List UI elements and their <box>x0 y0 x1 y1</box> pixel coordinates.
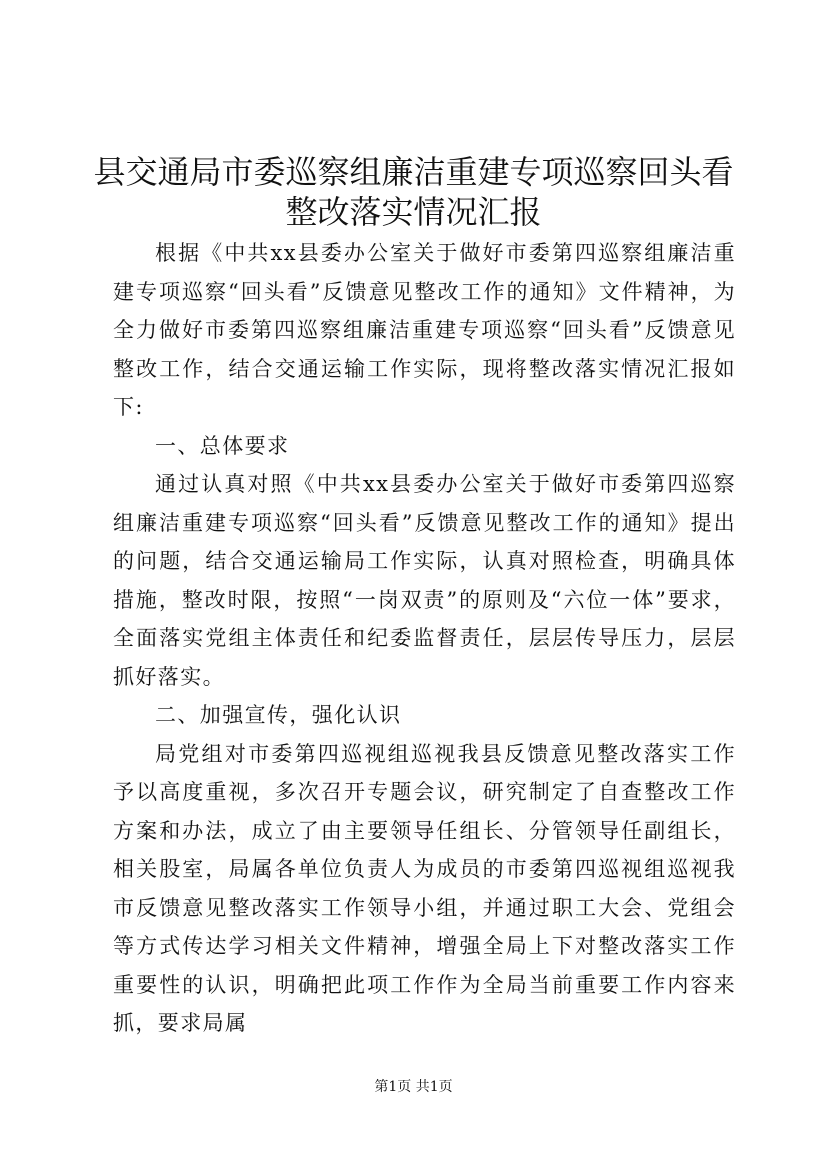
intro-paragraph: 根据《中共xx县委办公室关于做好市委第四巡察组廉洁重建专项巡察“回头看”反馈意见整改工作的通知》文件精神，为全力做好市委第四巡察组廉洁重建专项巡察“回头看”反馈意见整改工作，结合交通运输工作实际，现将整改落实情况汇报如下: <box>113 241 736 419</box>
section-heading-publicity: 二、加强宣传，强化认识 <box>155 703 402 727</box>
document-title-line-2: 整改落实情况汇报 <box>285 193 542 231</box>
document-body <box>113 234 736 1043</box>
general-requirements-paragraph: 通过认真对照《中共xx县委办公室关于做好市委第四巡察组廉洁重建专项巡察“回头看”反馈意见整改工作的通知》提出的问题，结合交通运输局工作实际，认真对照检查，明确具体措施，整改时限，按照“一岗双责”的原则及“六位一体”要求，全面落实党组主体责任和纪委监督责任，层层传导压力，层层抓好落实。 <box>113 472 736 689</box>
section-heading-general-requirements: 一、总体要求 <box>155 433 290 458</box>
publicity-paragraph: 局党组对市委第四巡视组巡视我县反馈意见整改落实工作予以高度重视，多次召开专题会议，研究制定了自查整改工作方案和办法，成立了由主要领导任组长、分管领导任副组长，相关股室，局属各单位负责人为成员的市委第四巡视组巡视我市反馈意见整改落实工作领导小组，并通过职工大会、党组会等方式传达学习相关文件精神，增强全局上下对整改落实工作重要性的认识，明确把此项工作作为全局当前重要工作内容来抓，要求局属 <box>113 741 736 1035</box>
page-footer: 第1页 共1页 <box>374 1079 453 1095</box>
document-title-line-1: 县交通局市委巡察组廉洁重建专项巡察回头看 <box>93 153 734 191</box>
